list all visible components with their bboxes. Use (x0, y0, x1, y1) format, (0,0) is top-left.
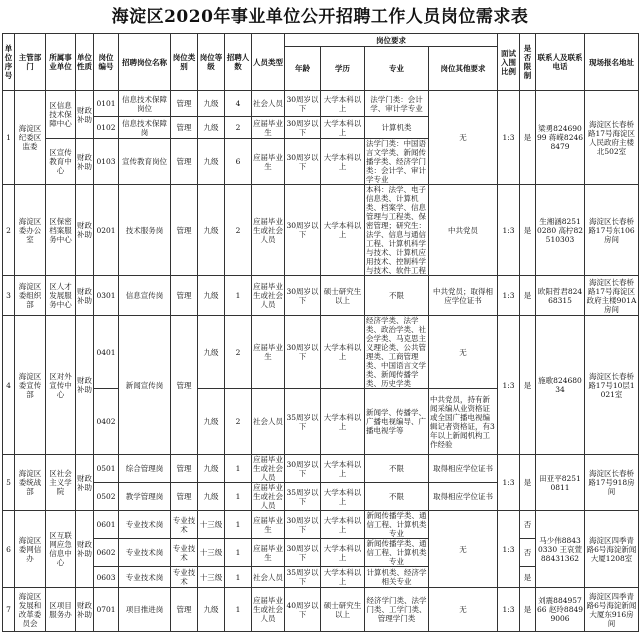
cell-who: 社会人员 (252, 389, 285, 455)
cell-age: 30周岁以下 (286, 118, 319, 137)
col-ratio: 面试入围比例 (498, 34, 520, 91)
cell-count: 2 (225, 117, 252, 139)
col-edu: 学历 (321, 47, 365, 91)
cell-addr: 海淀区长春桥路17号10层1021室 (585, 316, 639, 455)
col-pos-code: 岗位编号 (94, 34, 119, 91)
cell-unit-type: 财政补助 (76, 139, 94, 185)
col-pos-name: 招聘岗位名称 (119, 34, 171, 91)
cell-edu: 大学本科以上 (321, 539, 365, 567)
cell-seq: 4 (3, 316, 15, 455)
cell-edu: 大学本科以上 (321, 455, 365, 483)
cell-age: 35周岁以下 (285, 483, 321, 511)
cell-major: 法学门类：会计学、审计学专业 (365, 91, 429, 117)
cell-seq: 5 (3, 455, 15, 511)
cell-dept: 海淀区发展和改革委员会 (15, 588, 46, 632)
cell-unit: 区保密档案服务中心 (46, 185, 76, 276)
cell-level: 十三级 (198, 539, 225, 567)
cell-limit: 是 (520, 276, 536, 316)
cell-addr: 海淀区长春桥路17号海淀区政府主楼901A房间 (585, 276, 639, 316)
cell-name: 宣传教育岗位 (119, 139, 171, 185)
cell-code: 0103 (94, 139, 119, 185)
cell-level: 九级 (198, 185, 225, 276)
table-row (3, 185, 639, 276)
cell-addr: 海淀区四季青路6号海淀新闻大厦东916房间 (585, 588, 639, 632)
cell-limit: 是 (520, 567, 536, 588)
cell-name: 教学管理岗 (119, 483, 171, 511)
cell-age: 35周岁以下 (286, 568, 319, 586)
cell-edu: 大学本科以上 (321, 389, 365, 455)
cell-unit-type: 财政补助 (76, 91, 94, 139)
cell-who: 应届毕业生或社会人员 (253, 455, 283, 482)
cell-age: 35周岁以下 (285, 389, 321, 455)
col-other: 岗位其他要求 (429, 47, 498, 91)
cell-code: 0101 (94, 91, 119, 117)
cell-who: 应届毕业生 (252, 539, 285, 567)
cell-cat: 专业技术 (171, 511, 198, 539)
cell-major: 经济学类、法学类、政治学类、社会学类、马克思主义理论类、公共管理类、工商管理类、中国语言文学类、新闻传播学类、历史学类 (365, 316, 429, 389)
cell-addr: 海淀区四季青路6号海淀新闻大厦1208室 (585, 511, 639, 588)
cell-age: 30周岁以下 (285, 539, 321, 567)
cell-other: 取得相应学位证书 (429, 483, 498, 511)
cell-contact: 欧阳哲君82468315 (536, 276, 585, 316)
cell-other: 无 (429, 588, 498, 632)
cell-count: 4 (225, 91, 252, 117)
cell-cat: 管理 (171, 455, 198, 483)
cell-level: 九级 (198, 455, 225, 483)
cell-contact: 生湘涵82510280 高柠82510303 (536, 185, 585, 276)
cell-ratio: 1:3 (498, 588, 520, 632)
cell-contact: 梁勇82469099 蒋嵘82468479 (536, 91, 585, 185)
cell-code: 0402 (94, 389, 119, 455)
table-row (3, 276, 639, 316)
cell-code: 0501 (94, 455, 119, 483)
cell-ratio: 1:3 (498, 276, 520, 316)
cell-dept: 海淀区纪委区监委 (15, 91, 46, 185)
cell-who: 应届毕业生或社会人员 (253, 483, 283, 510)
cell-edu: 大学本科以上 (321, 316, 365, 389)
cell-code: 0201 (94, 185, 119, 276)
col-count: 招聘人数 (225, 34, 252, 91)
cell-unit: 区互联网应急信息中心 (46, 511, 76, 588)
cell-edu: 大学本科以上 (321, 139, 365, 185)
cell-major: 计算机类、经济学相关专业 (366, 568, 427, 586)
cell-count: 1 (225, 588, 252, 632)
page-title: 海淀区2020年事业单位公开招聘工作人员岗位需求表 (111, 7, 529, 27)
cell-unit-type: 财政补助 (76, 588, 94, 632)
cell-edu: 大学本科以上 (321, 185, 365, 276)
col-who: 人员类型 (252, 34, 285, 91)
cell-age: 30周岁以下 (285, 276, 321, 316)
cell-dept: 海淀区委网信办 (15, 511, 46, 588)
cell-limit: 是 (520, 588, 536, 632)
cell-unit: 区社会主义学院 (46, 455, 76, 511)
cell-unit-type: 财政补助 (76, 316, 94, 455)
cell-level: 九级 (198, 483, 225, 511)
cell-who: 应届毕业生或社会人员 (252, 588, 285, 632)
cell-other: 无 (429, 316, 498, 389)
cell-code: 0502 (94, 483, 119, 511)
cell-edu: 硕士研究生以上 (321, 588, 365, 632)
cell-code: 0701 (94, 588, 119, 632)
cell-other: 取得相应学位证书 (429, 455, 498, 483)
cell-code: 0601 (94, 511, 119, 539)
cell-contact: 刘震88495766 赵玲88499006 (536, 588, 585, 632)
cell-contact: 施歌82468034 (536, 316, 585, 455)
cell-level: 九级 (198, 316, 225, 389)
cell-limit: 否 (520, 539, 536, 567)
col-contact: 联系人及联系电话 (536, 34, 585, 91)
cell-ratio: 1:3 (498, 511, 520, 588)
cell-count: 1 (225, 455, 252, 483)
cell-age: 30周岁以下 (285, 316, 321, 389)
cell-ratio: 1:3 (498, 316, 520, 455)
cell-cat: 管理 (171, 588, 198, 632)
cell-seq: 3 (3, 276, 15, 316)
cell-code: 0603 (94, 567, 119, 588)
cell-major: 不限 (365, 455, 429, 483)
col-pos-cat: 岗位类别 (171, 34, 198, 91)
cell-name: 技术服务岗 (119, 185, 171, 276)
cell-who: 应届毕业生 (252, 511, 285, 539)
cell-major: 新闻传播学类、通信工程、计算机类专业 (366, 511, 427, 538)
cell-level: 九级 (198, 389, 225, 455)
col-req-group: 岗位要求 (285, 34, 498, 47)
cell-ratio: 1:3 (498, 91, 520, 185)
cell-unit-type: 财政补助 (76, 276, 94, 316)
cell-level: 九级 (198, 276, 225, 316)
header-row-1 (3, 34, 639, 47)
cell-level: 九级 (198, 588, 225, 632)
cell-unit: 区人才发展服务中心 (46, 276, 76, 316)
cell-count: 2 (225, 185, 252, 276)
cell-addr: 海淀区长春桥路17号东106房间 (585, 185, 639, 276)
cell-other: 中共党员 (429, 185, 498, 276)
cell-who: 社会人员 (252, 91, 285, 117)
cell-dept: 海淀区委组织部 (15, 276, 46, 316)
cell-edu: 大学本科以上 (321, 567, 365, 588)
cell-name: 综合管理岗 (119, 455, 171, 483)
table-row (3, 511, 639, 539)
cell-addr: 海淀区长春桥路17号918房间 (585, 455, 639, 511)
cell-unit: 区信息技术保障中心 (46, 91, 76, 139)
cell-major: 不限 (365, 483, 429, 511)
cell-age: 30周岁以下 (285, 511, 321, 539)
cell-name: 专业技术岗 (119, 511, 171, 539)
col-age: 年龄 (285, 47, 321, 91)
cell-edu: 硕士研究生以上 (321, 276, 365, 316)
cell-count: 1 (225, 567, 252, 588)
cell-code: 0301 (94, 276, 119, 316)
cell-other: 中共党员；取得相应学位证书 (429, 276, 498, 316)
table-row (3, 91, 639, 117)
cell-name: 信息技术保障岗 (119, 117, 171, 139)
cell-limit: 是 (520, 91, 536, 185)
cell-addr: 海淀区长春桥路17号海淀区人民政府主楼北502室 (585, 91, 639, 185)
cell-other: 中共党员，持有新闻采编从业资格证或全国广播电视编辑记者资格证，有3年以上新闻机构工作经验 (429, 389, 498, 455)
col-major: 专业 (365, 47, 429, 91)
cell-who: 应届毕业生 (252, 316, 285, 389)
cell-age: 30周岁以下 (285, 91, 321, 117)
cell-major: 本科：法学、电子信息类、计算机类、档案学、信息管理与工程类、保密管理；研究生：法学、信息与通信工程、计算机科学与技术、计算机应用技术、控制科学与技术、软件工程 (365, 185, 429, 276)
cell-code: 0401 (94, 316, 119, 389)
cell-age: 30周岁以下 (285, 139, 321, 185)
cell-cat: 管理 (171, 276, 198, 316)
cell-age: 40周岁以下 (285, 588, 321, 632)
cell-dept: 海淀区委宣传部 (15, 316, 46, 455)
cell-cat: 管理 (171, 139, 198, 185)
cell-limit: 是 (520, 316, 536, 455)
cell-cat: 管理 (171, 185, 198, 276)
cell-edu: 大学本科以上 (321, 483, 365, 511)
cell-name: 专业技术岗 (119, 539, 171, 567)
cell-count: 1 (225, 276, 252, 316)
cell-cat: 管理 (171, 483, 198, 511)
cell-edu: 大学本科以上 (321, 117, 365, 139)
cell-who: 社会人员 (252, 567, 285, 588)
cell-limit: 否 (520, 511, 536, 539)
cell-ratio: 1:3 (498, 455, 520, 511)
cell-count: 2 (225, 316, 252, 389)
cell-ratio: 1:3 (498, 185, 520, 276)
col-unit-type: 单位性质 (76, 34, 94, 91)
cell-dept: 海淀区委办公室 (15, 185, 46, 276)
cell-who: 应届毕业生 (252, 139, 285, 185)
cell-limit: 是 (520, 455, 536, 511)
cell-code: 0602 (94, 539, 119, 567)
cell-major: 经济学门类、法学门类、工学门类、管理学门类 (365, 588, 429, 632)
cell-unit-type: 财政补助 (76, 511, 94, 588)
cell-contact: 田亚平82510811 (536, 455, 585, 511)
cell-cat: 专业技术 (171, 539, 198, 567)
cell-age: 30周岁以下 (285, 185, 321, 276)
cell-unit: 区宣传教育中心 (46, 139, 76, 185)
cell-seq: 1 (3, 91, 15, 185)
cell-contact: 马少伟88430330 王哀萱88431362 (536, 511, 585, 588)
cell-cat: 管理 (171, 316, 198, 455)
col-dept: 主管部门 (15, 34, 46, 91)
cell-cat: 管理 (171, 117, 198, 139)
cell-major: 新闻传播学类、通信工程、计算机类专业 (366, 539, 427, 566)
cell-major: 新闻学、传播学、广播电视编导、广播电视学等 (365, 389, 429, 455)
cell-count: 1 (225, 539, 252, 567)
col-addr: 现场报名地址 (585, 34, 639, 91)
cell-seq: 6 (3, 511, 15, 588)
cell-other: 无 (429, 511, 498, 588)
cell-unit: 区项目服务办 (46, 588, 76, 632)
cell-name: 信息技术保障岗位 (119, 91, 171, 117)
cell-edu: 大学本科以上 (321, 91, 365, 117)
cell-count: 6 (225, 139, 252, 185)
cell-major: 法学门类：中国语言文学类、新闻传播学类、经济学门类：会计学、审计学专业 (365, 139, 429, 185)
col-pos-level: 岗位等级 (198, 34, 225, 91)
cell-level: 九级 (198, 139, 225, 185)
cell-level: 九级 (198, 91, 225, 117)
cell-seq: 7 (3, 588, 15, 632)
cell-major: 计算机类 (365, 117, 429, 139)
col-remark: 是否限制 (520, 34, 536, 91)
cell-cat: 专业技术 (171, 567, 198, 588)
cell-name: 信息宣传岗 (119, 276, 171, 316)
cell-code: 0102 (94, 117, 119, 139)
cell-major: 不限 (365, 276, 429, 316)
cell-unit: 区对外宣传中心 (46, 316, 76, 455)
cell-who: 应届毕业生 (253, 118, 283, 137)
cell-who: 应届毕业生或社会人员 (252, 276, 285, 316)
cell-count: 1 (225, 483, 252, 511)
cell-dept: 海淀区委统战部 (15, 455, 46, 511)
cell-seq: 2 (3, 185, 15, 276)
table-row (3, 316, 639, 389)
cell-limit: 是 (520, 185, 536, 276)
cell-age: 30周岁以下 (285, 455, 321, 483)
cell-who: 应届毕业生或社会人员 (252, 185, 285, 276)
col-unit: 所属事业单位 (46, 34, 76, 91)
cell-cat: 管理 (171, 91, 198, 117)
cell-count: 1 (225, 511, 252, 539)
cell-level: 九级 (198, 117, 225, 139)
table-row (3, 455, 639, 483)
recruitment-table (2, 33, 639, 632)
table-row (3, 588, 639, 632)
cell-level: 十三级 (198, 511, 225, 539)
cell-name: 项目推进岗 (119, 588, 171, 632)
cell-edu: 大学本科以上 (321, 511, 365, 539)
cell-other: 无 (429, 91, 498, 185)
cell-name: 专业技术岗 (119, 567, 171, 588)
cell-count: 2 (225, 389, 252, 455)
cell-unit-type: 财政补助 (76, 185, 94, 276)
cell-level: 十三级 (198, 567, 225, 588)
cell-unit-type: 财政补助 (76, 455, 94, 511)
cell-name: 新闻宣传岗 (119, 316, 171, 455)
col-seq: 单位序号 (3, 34, 15, 91)
